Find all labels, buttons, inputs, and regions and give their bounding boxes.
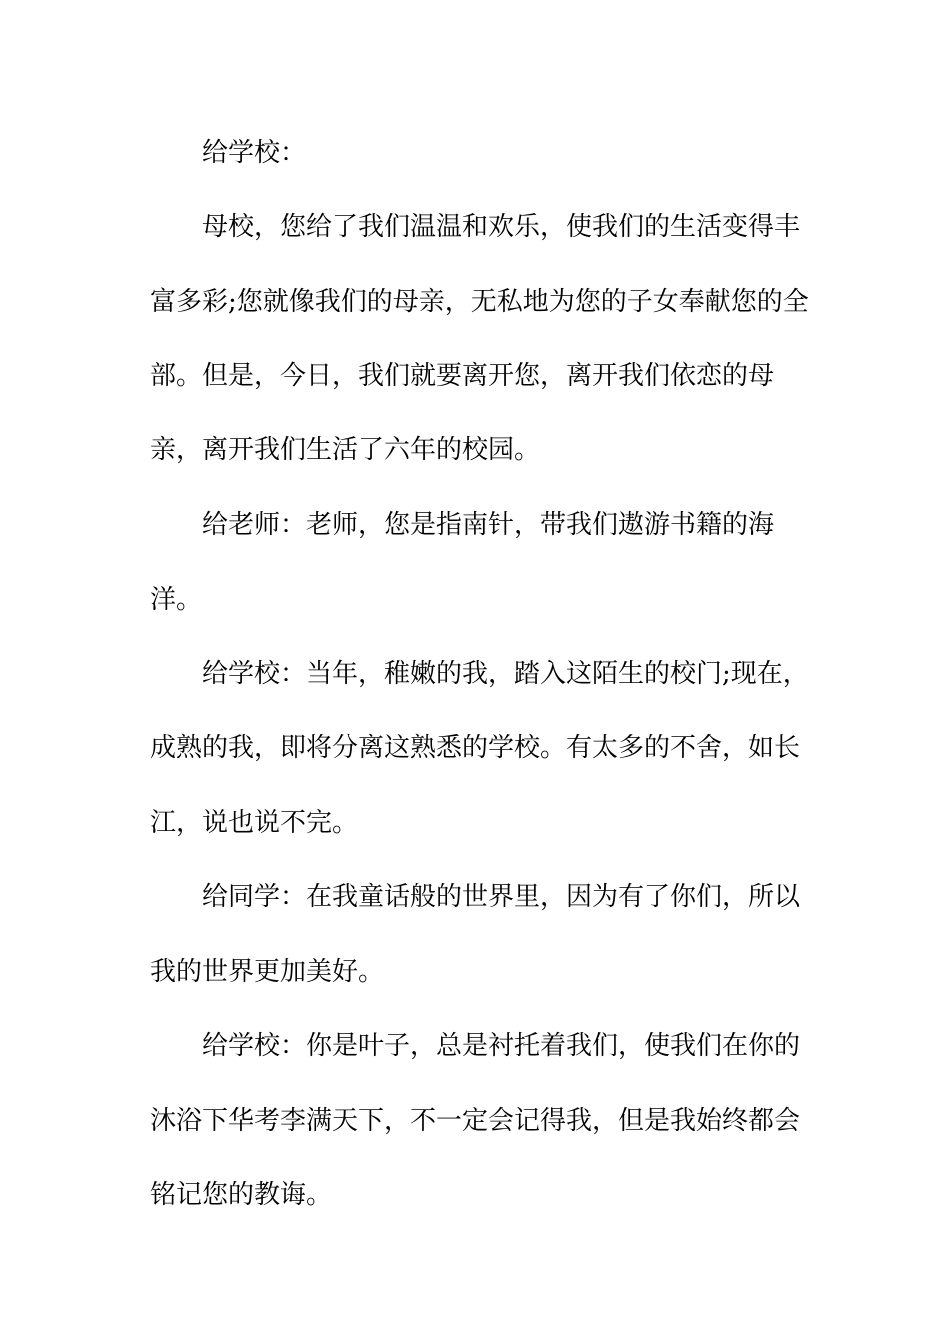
paragraph-line: 亲，离开我们生活了六年的校园。	[150, 435, 541, 465]
paragraph-line: 给学校：你是叶子，总是衬托着我们，使我们在你的	[202, 1031, 801, 1061]
paragraph-line: 给同学：在我童话般的世界里，因为有了你们，所以	[202, 882, 801, 912]
paragraph-line: 富多彩;您就像我们的母亲，无私地为您的子女奉献您的全	[150, 287, 809, 317]
paragraph-line: 给学校：	[202, 138, 307, 168]
paragraph-line: 给学校：当年，稚嫩的我，踏入这陌生的校门;现在，	[202, 659, 809, 689]
paragraph-line: 成熟的我，即将分离这熟悉的学校。有太多的不舍，如长	[150, 733, 801, 763]
paragraph-line: 给老师：老师，您是指南针，带我们遨游书籍的海	[202, 510, 775, 540]
paragraph-line: 江，说也说不完。	[150, 808, 359, 838]
paragraph-line: 我的世界更加美好。	[150, 957, 385, 987]
paragraph-line: 部。但是，今日，我们就要离开您，离开我们依恋的母	[150, 361, 775, 391]
paragraph-line: 铭记您的教诲。	[150, 1180, 333, 1210]
paragraph-line: 洋。	[150, 585, 203, 615]
paragraph-line: 沐浴下华考李满天下，不一定会记得我，但是我始终都会	[150, 1106, 801, 1136]
paragraph-line: 母校，您给了我们温温和欢乐，使我们的生活变得丰	[202, 212, 801, 242]
